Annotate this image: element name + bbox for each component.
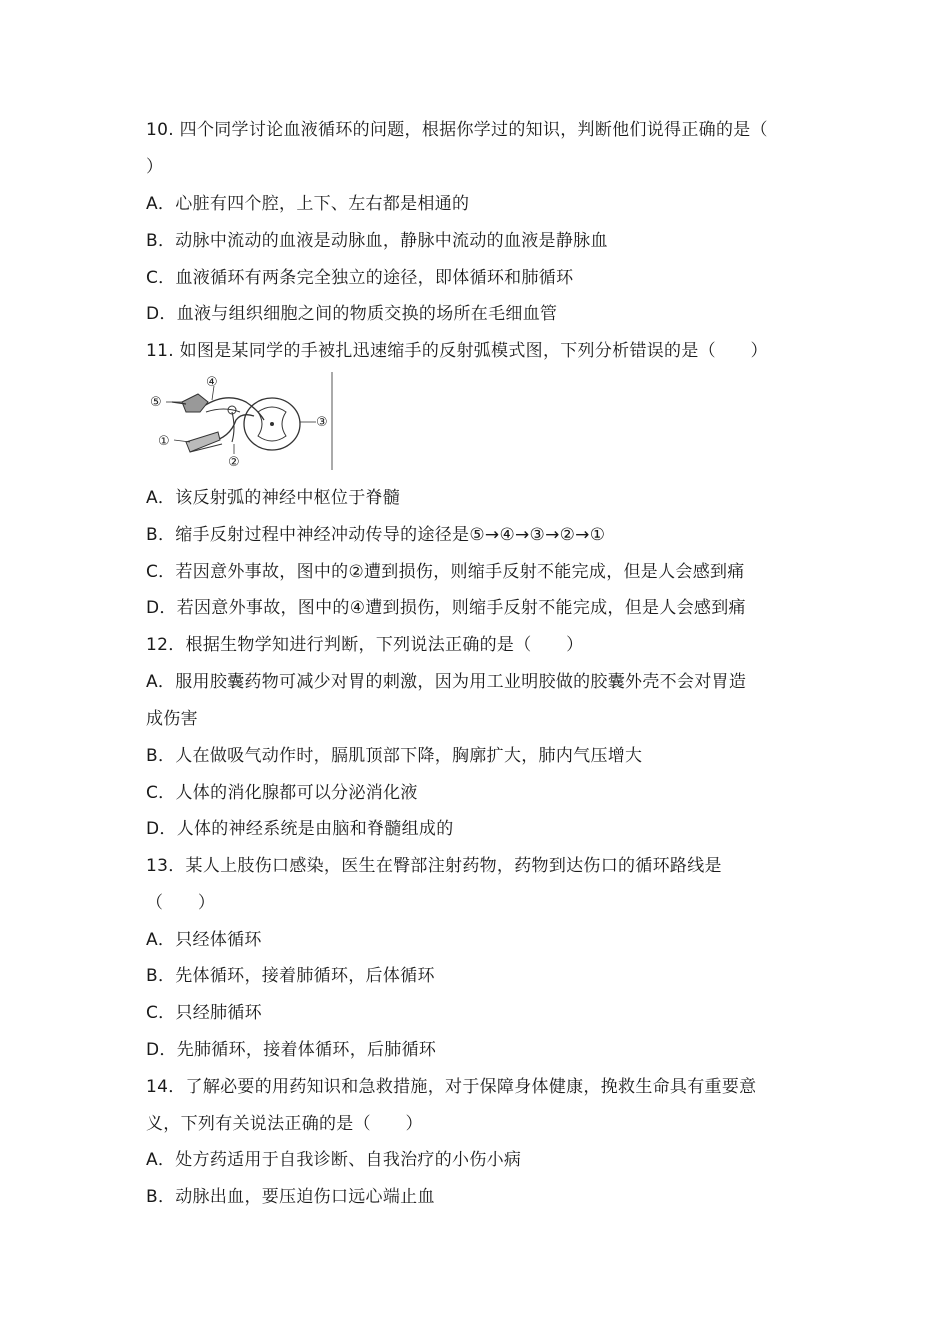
q12-option-a-line-2: 成伤害: [146, 709, 198, 729]
q13-option-c: C．只经肺循环: [146, 1003, 262, 1023]
effector-icon: [186, 432, 222, 452]
q14-option-a: A．处方药适用于自我诊断、自我治疗的小伤小病: [146, 1150, 522, 1170]
q12-option-a-line-1: A．服用胶囊药物可减少对胃的刺激，因为用工业明胶做的胶囊外壳不会对胃造: [146, 672, 747, 692]
q11-stem: 11. 如图是某同学的手被扎迅速缩手的反射弧模式图，下列分析错误的是（ ）: [146, 341, 768, 361]
q10-option-a: A．心脏有四个腔，上下、左右都是相通的: [146, 194, 470, 214]
q13-stem-line-2: （ ）: [146, 893, 216, 913]
q13-stem-line-1: 13．某人上肢伤口感染，医生在臀部注射药物，药物到达伤口的循环路线是: [146, 856, 722, 876]
q10-option-b: B．动脉中流动的血液是动脉血，静脉中流动的血液是静脉血: [146, 231, 608, 251]
figure-label-2: ②: [228, 455, 240, 470]
spinal-cord-diagram: [244, 398, 300, 450]
q12-option-d: D．人体的神经系统是由脑和脊髓组成的: [146, 819, 454, 839]
q12-option-c: C．人体的消化腺都可以分泌消化液: [146, 783, 418, 803]
q11-option-b: B．缩手反射过程中神经冲动传导的途径是⑤→④→③→②→①: [146, 525, 606, 545]
q12-option-b: B．人在做吸气动作时，膈肌顶部下降，胸廓扩大，肺内气压增大: [146, 746, 643, 766]
q13-option-a: A．只经体循环: [146, 930, 262, 950]
q14-option-b: B．动脉出血，要压迫伤口远心端止血: [146, 1187, 435, 1207]
q10-option-c: C．血液循环有两条完全独立的途径，即体循环和肺循环: [146, 268, 574, 288]
q14-stem-line-1: 14．了解必要的用药知识和急救措施，对于保障身体健康，挽救生命具有重要意: [146, 1077, 757, 1097]
figure-label-5: ⑤: [150, 395, 162, 410]
q11-option-a: A．该反射弧的神经中枢位于脊髓: [146, 488, 401, 508]
q10-option-d: D．血液与组织细胞之间的物质交换的场所在毛细血管: [146, 304, 558, 324]
figure-label-3: ③: [316, 415, 328, 430]
figure-label-4: ④: [206, 375, 218, 390]
q10-stem-line-1: 10. 四个同学讨论血液循环的问题，根据你学过的知识，判断他们说得正确的是（: [146, 120, 768, 140]
figure-label-1: ①: [158, 434, 170, 449]
q13-option-b: B．先体循环，接着肺循环，后体循环: [146, 966, 435, 986]
q12-stem: 12．根据生物学知进行判断，下列说法正确的是（ ）: [146, 635, 584, 655]
q11-option-d: D．若因意外事故，图中的④遭到损伤，则缩手反射不能完成，但是人会感到痛: [146, 598, 746, 618]
q11-option-c: C．若因意外事故，图中的②遭到损伤，则缩手反射不能完成，但是人会感到痛: [146, 562, 745, 582]
q13-option-d: D．先肺循环，接着体循环，后肺循环: [146, 1040, 437, 1060]
q14-stem-line-2: 义，下列有关说法正确的是（ ）: [146, 1114, 423, 1134]
reflex-arc-figure: [146, 372, 336, 470]
hand-icon: [172, 394, 208, 412]
q10-stem-line-2: ）: [146, 157, 164, 177]
